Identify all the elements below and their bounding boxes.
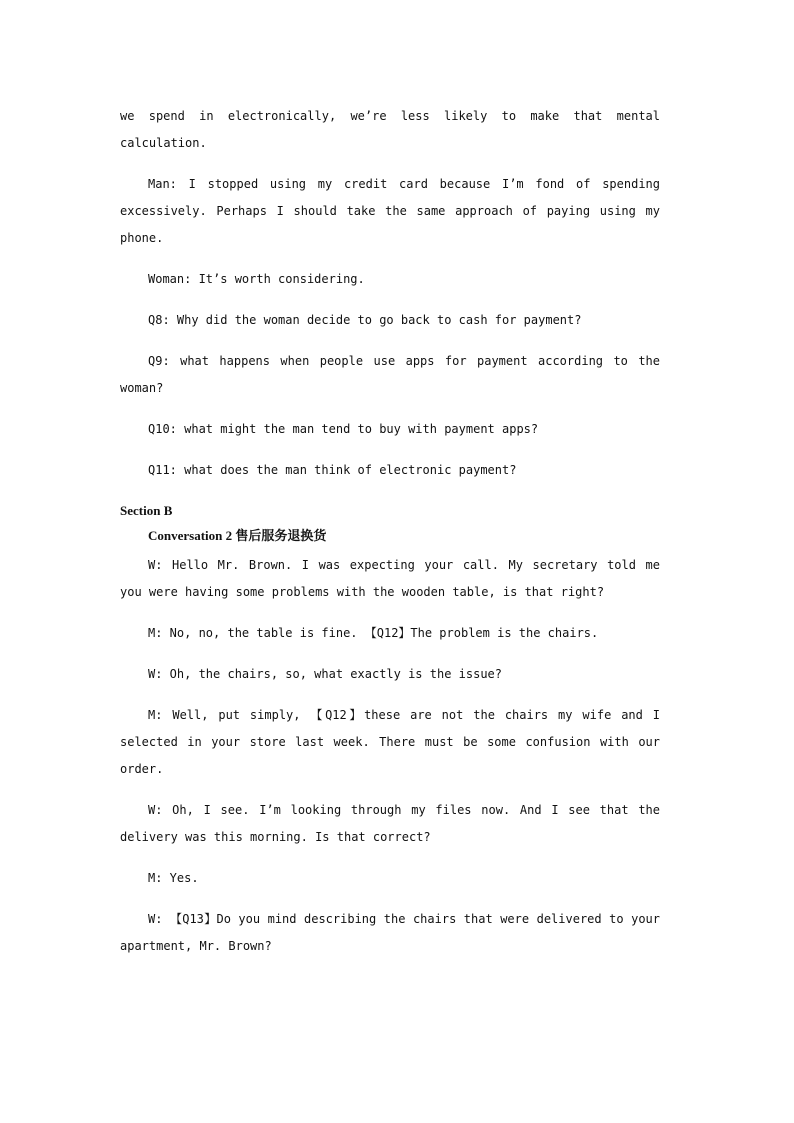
bottom-text-block	[120, 552, 660, 960]
paragraph-woman-worth: Woman: It’s worth considering.	[148, 272, 365, 286]
paragraph-man-credit-card: Man: I stopped using my credit card because I’m fond of spending excessively. Perhaps I should take the same approach of paying using my phone.	[120, 177, 660, 245]
paragraph-m-table-fine: M: No, no, the table is fine. 【Q12】The problem is the chairs.	[148, 626, 599, 640]
question-q9: Q9: what happens when people use apps for payment according to the woman?	[120, 354, 660, 395]
top-text-block	[120, 103, 660, 484]
paragraph-continuation: we spend in electronically, we’re less likely to make that mental calculation.	[120, 109, 660, 150]
question-q8: Q8: Why did the woman decide to go back to cash for payment?	[148, 313, 582, 327]
question-q10: Q10: what might the man tend to buy with payment apps?	[148, 422, 539, 436]
paragraph-m-yes: M: Yes.	[148, 871, 199, 885]
paragraph-w-files: W: Oh, I see. I’m looking through my files now. And I see that the delivery was this morning. Is that correct?	[120, 803, 660, 844]
paragraph-m-not-the-chairs: M: Well, put simply, 【Q12】these are not the chairs my wife and I selected in your store last week. There must be some confusion with our order.	[120, 708, 660, 776]
section-label: Section B	[120, 503, 173, 518]
paragraph-w-hello: W: Hello Mr. Brown. I was expecting your call. My secretary told me you were having some problems with the wooden table, is that right?	[120, 558, 660, 599]
paragraph-w-describe-chairs: W: 【Q13】Do you mind describing the chairs that were delivered to your apartment, Mr. Brown?	[120, 912, 660, 953]
question-q11: Q11: what does the man think of electronic payment?	[148, 463, 517, 477]
section-heading-block	[120, 502, 660, 545]
paragraph-w-chairs-issue: W: Oh, the chairs, so, what exactly is the issue?	[148, 667, 503, 681]
conversation-title: Conversation 2 售后服务退换货	[148, 528, 327, 543]
